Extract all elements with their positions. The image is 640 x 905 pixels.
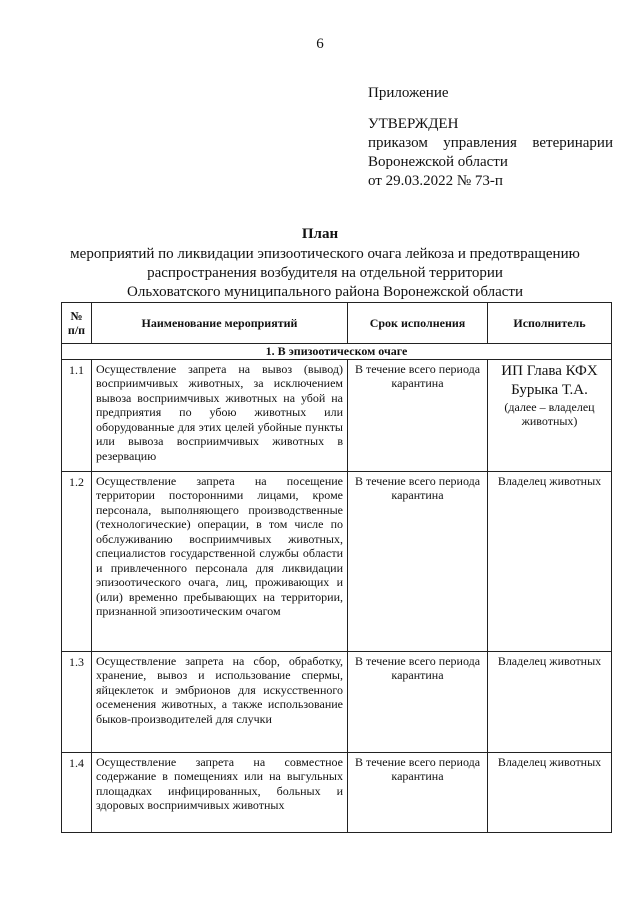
row-number: 1.4 [62, 752, 92, 832]
row-executor: Владелец животных [488, 752, 612, 832]
appendix-label: Приложение [368, 85, 449, 101]
row-action: Осуществление запрета на вывоз (вывод) восприимчивых животных, за исключением вывоза восприимчивых животных на убой на предприятия по убою животных или оборудованные для этих целей убойные пункты или вывоза восприимчивых животных в резервацию [92, 359, 348, 471]
approval-region-line: Воронежской области [368, 154, 508, 170]
header-term: Срок исполнения [348, 303, 488, 344]
page-number: 6 [316, 36, 324, 52]
header-num: № п/п [62, 303, 92, 344]
executor-name: ИП Глава КФХ Бурыка Т.А. [501, 362, 598, 398]
plan-title: План [301, 226, 339, 242]
row-executor: Владелец животных [488, 471, 612, 651]
approved-label: УТВЕРЖДЕН [368, 116, 459, 132]
measures-table [61, 302, 612, 833]
table-row [62, 651, 612, 752]
row-executor: Владелец животных [488, 651, 612, 752]
plan-subtitle-line: распространения возбудителя на отдельной территории [147, 265, 503, 281]
row-action: Осуществление запрета на сбор, обработку, хранение, вывоз и использование спермы, яйцеклеток и эмбрионов для искусственного осеменения животных, а также использование быков-производителей для случки [92, 651, 348, 752]
row-term: В течение всего периода карантина [348, 359, 488, 471]
section-row [62, 344, 612, 360]
row-action: Осуществление запрета на посещение территории посторонними лицами, кроме персонала, выполняющего производственные (технологические) операции, в том числе по обслуживанию восприимчивых животных, специалистов государственной службы области и привлеченного персонала для ликвидации эпизоотического очага, лиц, проживающих и (или) временно пребывающих на территории, признанной эпизоотическим очагом [92, 471, 348, 651]
executor-note: (далее – владелец животных) [504, 399, 595, 428]
row-action: Осуществление запрета на совместное содержание в помещениях или на выгульных площадках инфицированных, больных и здоровых восприимчивых животных [92, 752, 348, 832]
table-header-row [62, 303, 612, 344]
row-term: В течение всего периода карантина [348, 471, 488, 651]
row-executor [488, 359, 612, 471]
approval-order-line: приказом управления ветеринарии [368, 135, 613, 151]
table-row [62, 359, 612, 471]
table-row [62, 752, 612, 832]
header-action: Наименование мероприятий [92, 303, 348, 344]
plan-subtitle [60, 245, 590, 302]
section-title: 1. В эпизоотическом очаге [62, 344, 612, 360]
header-executor: Исполнитель [488, 303, 612, 344]
row-term: В течение всего периода карантина [348, 752, 488, 832]
table-row [62, 471, 612, 651]
plan-subtitle-line: Ольховатского муниципального района Воронежской области [127, 284, 523, 300]
approval-block [368, 84, 613, 191]
approval-date-line: от 29.03.2022 № 73-п [368, 173, 503, 189]
row-number: 1.1 [62, 359, 92, 471]
row-number: 1.2 [62, 471, 92, 651]
row-term: В течение всего периода карантина [348, 651, 488, 752]
plan-subtitle-line: мероприятий по ликвидации эпизоотического очага лейкоза и предотвращению [70, 246, 580, 262]
row-number: 1.3 [62, 651, 92, 752]
